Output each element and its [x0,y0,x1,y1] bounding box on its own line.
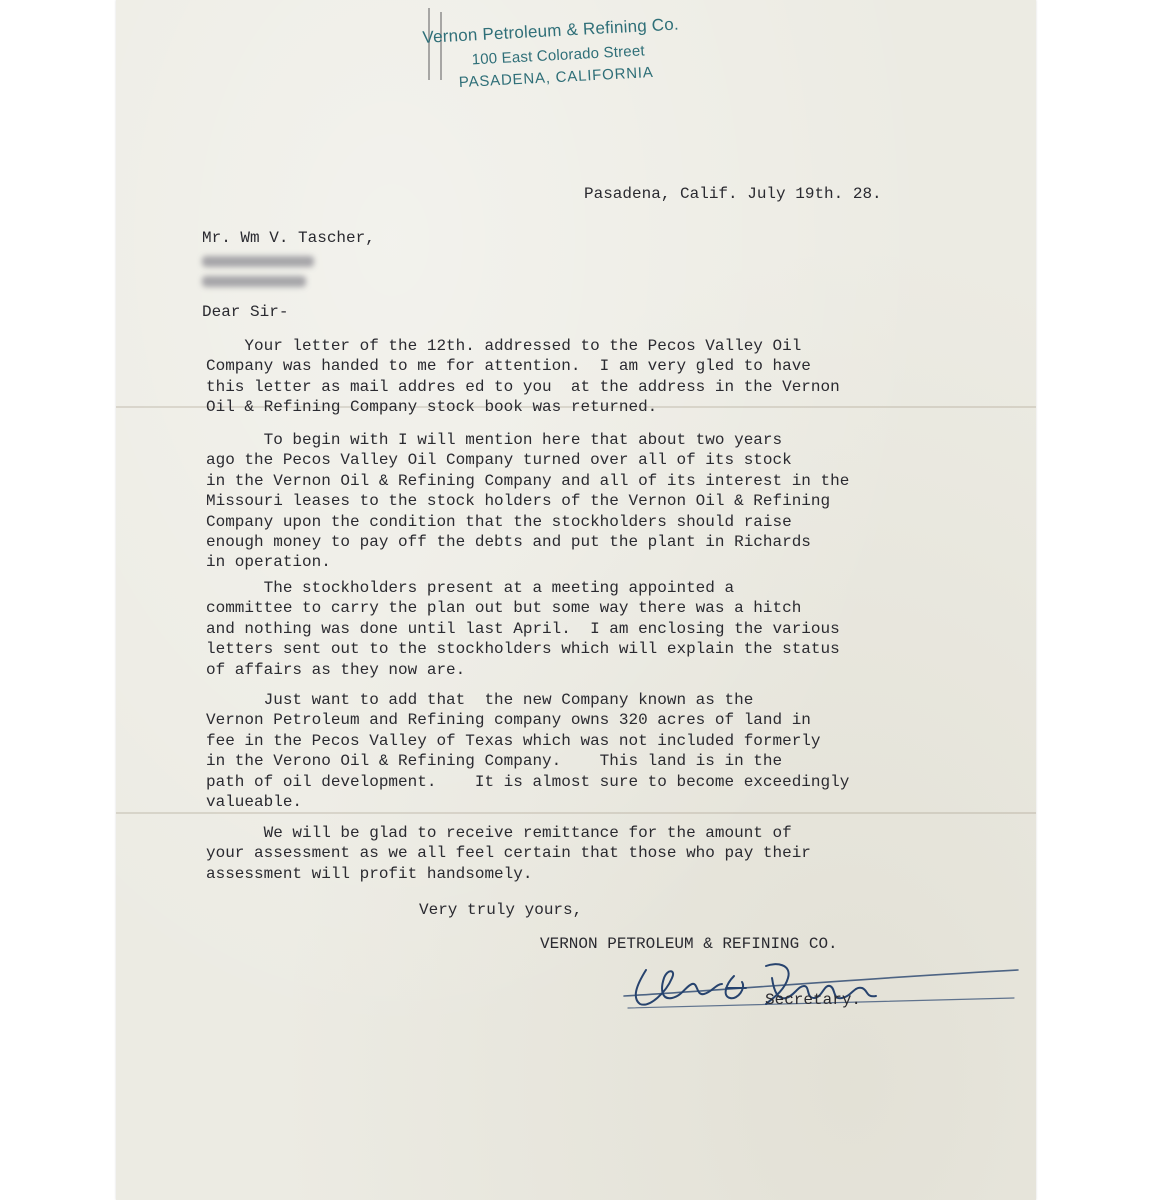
dateline: Pasadena, Calif. July 19th. 28. [584,185,882,203]
closing: Very truly yours, [419,901,583,919]
body-paragraph: We will be glad to receive remittance for the amount of your assessment as we all feel certain that those who pay their assessment will profit handsomely. [206,824,811,883]
body-paragraph: To begin with I will mention here that about two years ago the Pecos Valley Oil Company turned over all of its stock in the Vernon Oil & Refining Company and all of its interest in the Missouri leases to the stock holders of the Vernon Oil & Refining Company upon the condition that the stockholders should raise enough money to pay off the debts and put the plant in Richards in operation. [206,431,850,572]
body-paragraph: The stockholders present at a meeting appointed a committee to carry the plan out but some way there was a hitch and nothing was done until last April. I am enclosing the various letters sent out to the stockholders which will explain the status of affairs as they now are. [206,579,840,679]
body-paragraph: Your letter of the 12th. addressed to the Pecos Valley Oil Company was handed to me for attention. I am very gled to have this letter as mail addres ed to you at the address in the Vernon Oil & Refining Company stock book was returned. [206,337,840,417]
salutation: Dear Sir- [202,303,289,321]
recipient-name: Mr. Wm V. Tascher, [202,229,375,247]
signature-company: VERNON PETROLEUM & REFINING CO. [540,935,838,953]
redacted-address-line [202,256,314,267]
letter-page [116,0,1036,1200]
letterhead-street: 100 East Colorado Street [471,42,646,69]
letterhead-company: Vernon Petroleum & Refining Co. [422,14,680,47]
signature-title: Secretary. [765,991,862,1009]
letterhead-stamp [422,12,725,93]
letterhead-city: PASADENA, CALIFORNIA [458,63,655,92]
body-paragraph: Just want to add that the new Company known as the Vernon Petroleum and Refining company owns 320 acres of land in fee in the Pecos Valley of Texas which was not included formerly in the Verono Oil & Refining Company. This land is in the path of oil development. It is almost sure to become exceedingly valueable. [206,691,850,812]
redacted-address-line [202,276,306,287]
